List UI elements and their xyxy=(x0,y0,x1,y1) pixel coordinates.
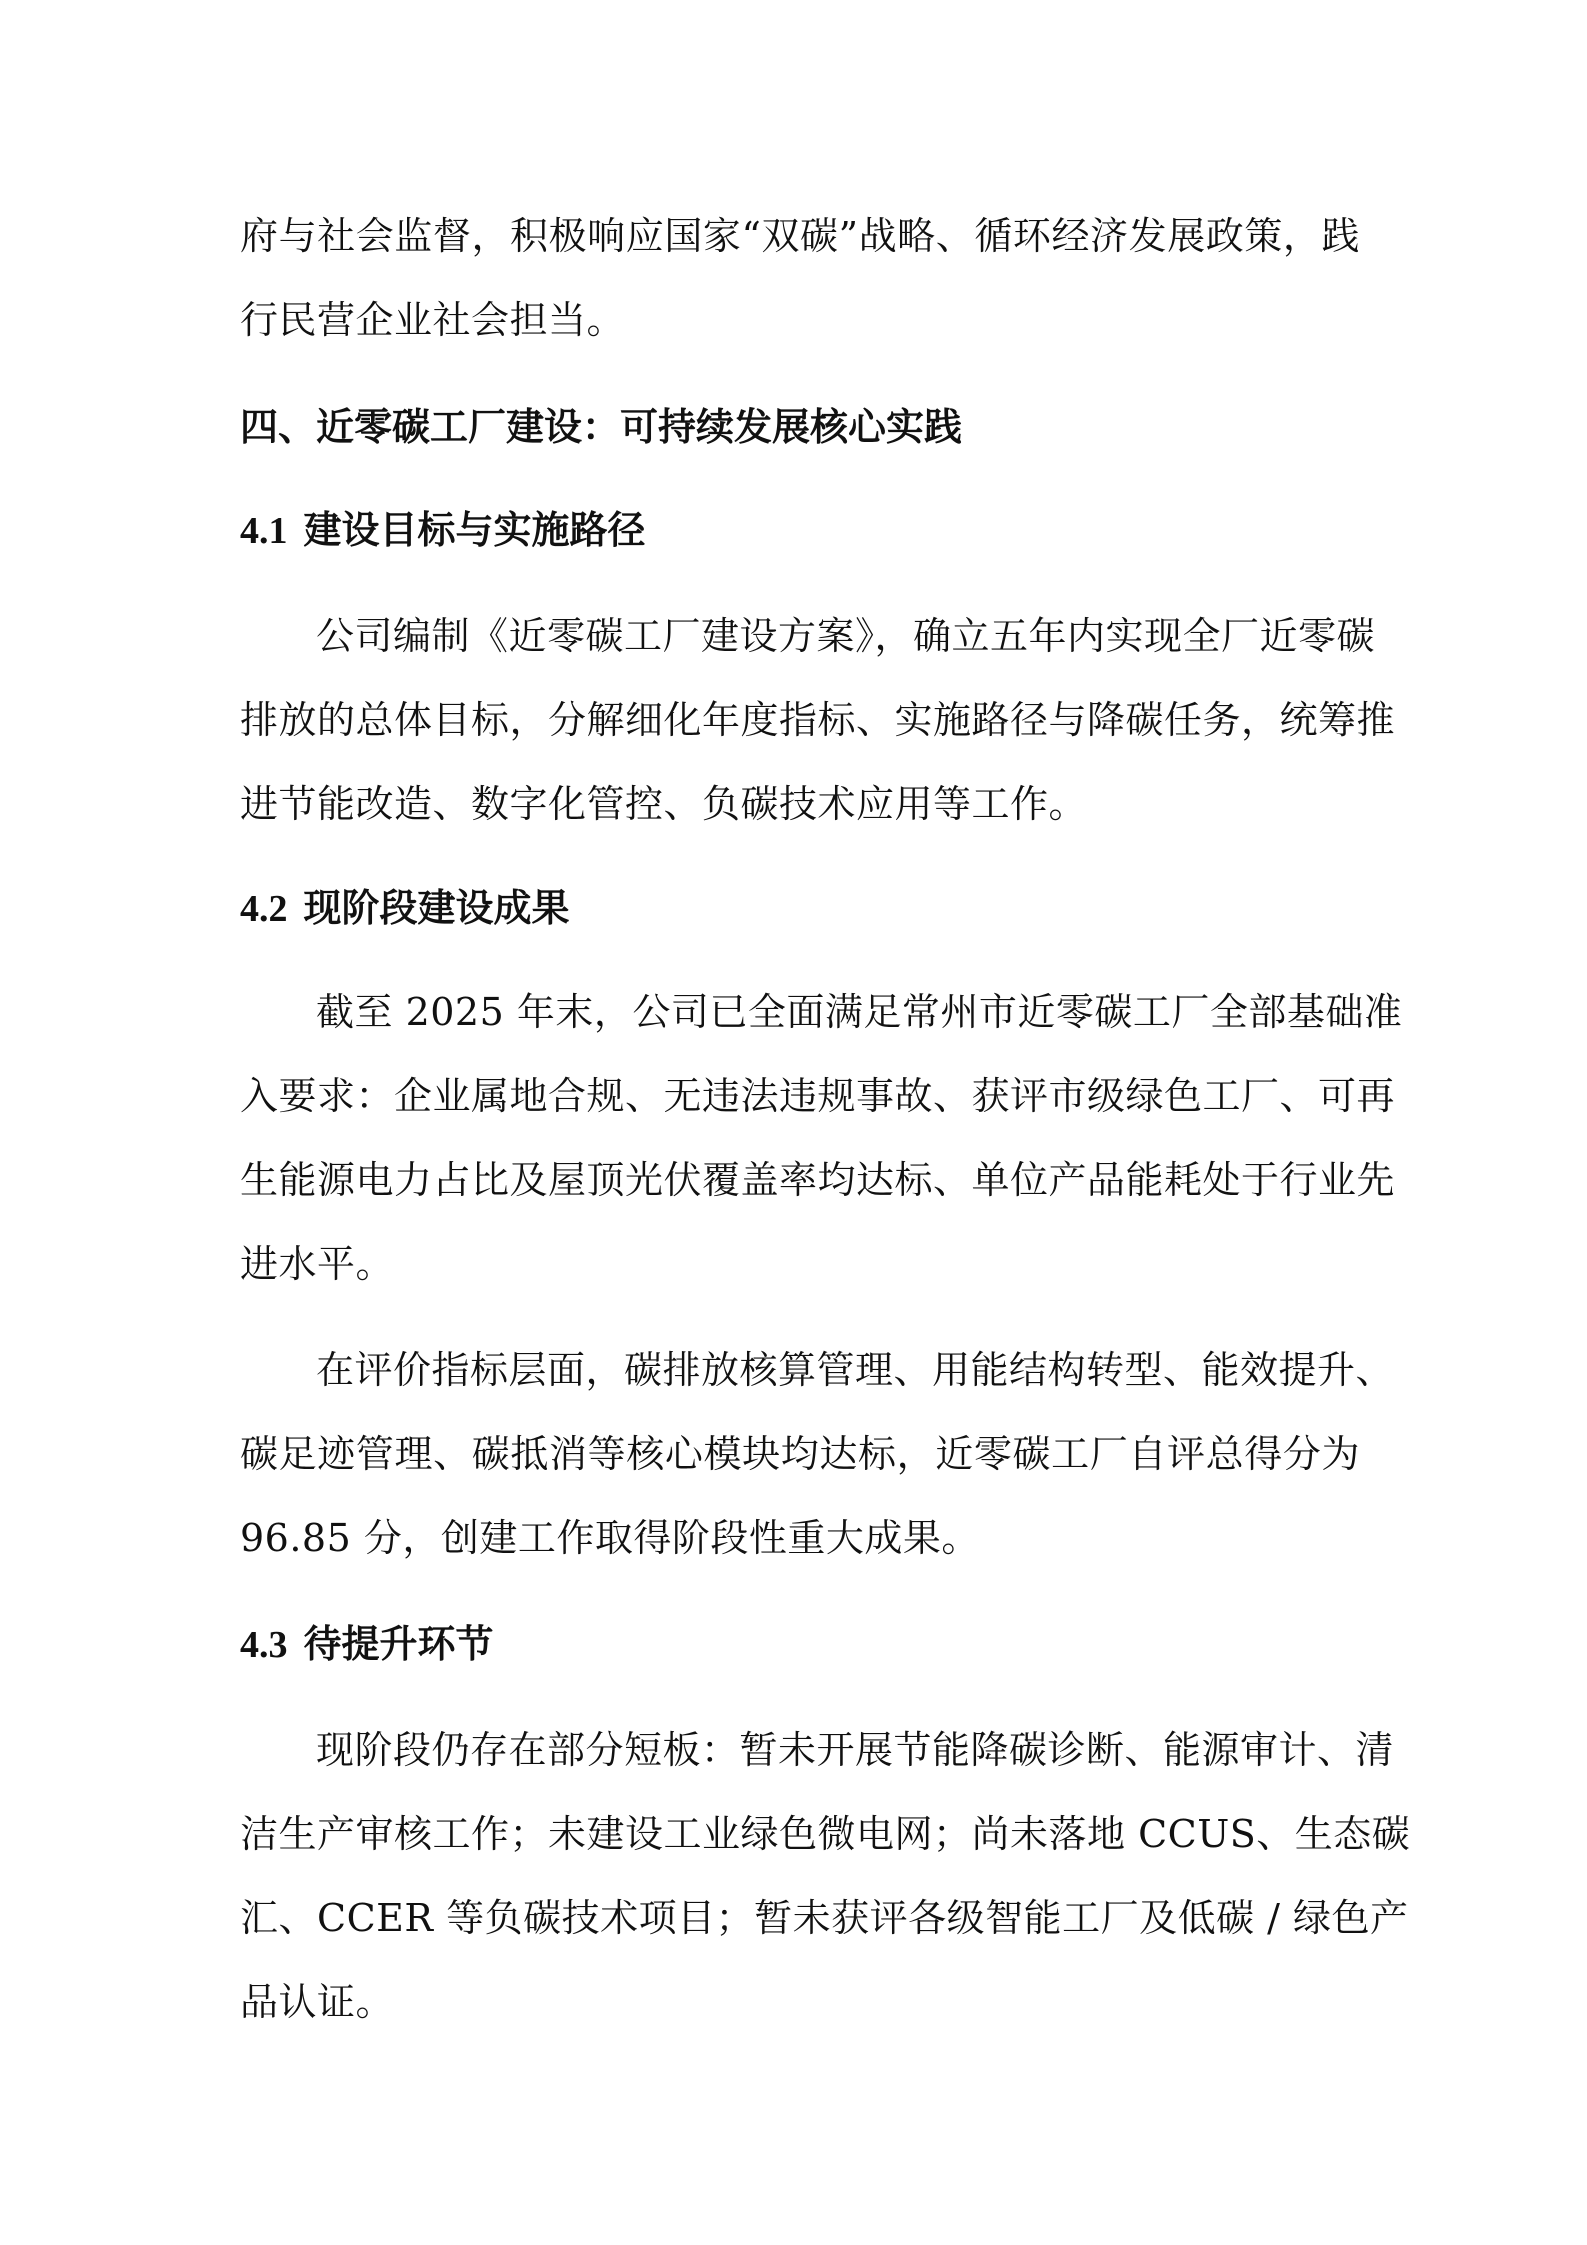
subsection-heading-4-2 xyxy=(240,886,570,931)
subsection-number: 4.2 xyxy=(240,888,288,930)
subsection-number: 4.3 xyxy=(240,1624,288,1666)
body-text-line: 公司编制《近零碳工厂建设方案》，确立五年内实现全厂近零碳 xyxy=(316,614,1376,658)
subsection-title: 现阶段建设成果 xyxy=(303,886,570,930)
subsection-heading-4-1 xyxy=(240,508,646,553)
body-text-line: 在评价指标层面，碳排放核算管理、用能结构转型、能效提升、 xyxy=(316,1348,1395,1392)
subsection-title: 建设目标与实施路径 xyxy=(303,508,646,552)
body-text-line: 进节能改造、数字化管控、负碳技术应用等工作。 xyxy=(240,782,1088,826)
body-text-line: 截至 2025 年末，公司已全面满足常州市近零碳工厂全部基础准 xyxy=(316,990,1403,1034)
body-text-line: 生能源电力占比及屋顶光伏覆盖率均达标、单位产品能耗处于行业先 xyxy=(240,1158,1396,1202)
body-text-line: 品认证。 xyxy=(240,1980,395,2024)
body-text-line: 府与社会监督，积极响应国家“双碳”战略、循环经济发展政策，践 xyxy=(240,214,1360,258)
body-text-line: 行民营企业社会担当。 xyxy=(240,298,626,342)
body-text-line: 排放的总体目标，分解细化年度指标、实施路径与降碳任务，统筹推 xyxy=(240,698,1396,742)
body-text-line: 洁生产审核工作；未建设工业绿色微电网；尚未落地 CCUS、生态碳 xyxy=(240,1812,1411,1856)
body-text-line: 入要求：企业属地合规、无违法违规事故、获评市级绿色工厂、可再 xyxy=(240,1074,1396,1118)
body-text-line: 96.85 分，创建工作取得阶段性重大成果。 xyxy=(240,1516,980,1560)
subsection-heading-4-3 xyxy=(240,1622,494,1667)
body-text-line: 汇、CCER 等负碳技术项目；暂未获评各级智能工厂及低碳 / 绿色产 xyxy=(240,1896,1409,1940)
subsection-title: 待提升环节 xyxy=(303,1622,494,1666)
body-text-line: 碳足迹管理、碳抵消等核心模块均达标，近零碳工厂自评总得分为 xyxy=(240,1432,1360,1476)
subsection-number: 4.1 xyxy=(240,510,288,552)
section-heading-4: 四、近零碳工厂建设：可持续发展核心实践 xyxy=(240,405,963,449)
body-text-line: 现阶段仍存在部分短板：暂未开展节能降碳诊断、能源审计、清 xyxy=(316,1728,1395,1772)
body-text-line: 进水平。 xyxy=(240,1242,395,1286)
